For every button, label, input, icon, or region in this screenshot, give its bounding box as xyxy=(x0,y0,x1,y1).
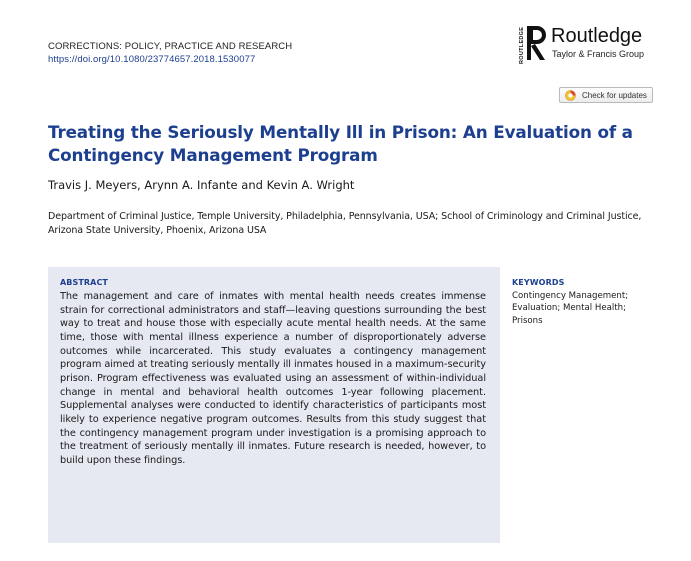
keyword-item: Contingency Management; xyxy=(512,291,629,301)
keywords-list xyxy=(512,290,662,327)
routledge-logo-icon xyxy=(515,24,547,64)
abstract-text: The management and care of inmates with mental health needs creates immense strain for correctional administrators and staff—leaving questions surrounding the best way to treat and house those with especially acute mental health needs. At the same time, those with mental illness experience a number of disproportionately adverse outcomes while incarcerated. This study evaluates a contingency management program aimed at treating seriously mentally ill inmates housed in a maximum-security prison. Program effectiveness was evaluated using an assessment of within-individual change in mental and behavioral health outcomes 1-year following placement. Supplemental analyses were conducted to identify characteristics of participants most likely to experience negative program outcomes. Results from this study suggest that the contingency management program under investigation is a promising approach to the treatment of seriously mentally ill inmates. Future research is needed, however, to build upon these findings. xyxy=(60,291,486,466)
abstract-heading: ABSTRACT xyxy=(60,278,108,287)
check-updates-icon xyxy=(565,90,576,101)
check-for-updates-button[interactable] xyxy=(559,87,653,103)
keyword-item: Prisons xyxy=(512,315,543,326)
publisher-logo xyxy=(515,24,655,68)
keywords-heading: KEYWORDS xyxy=(512,278,565,287)
keyword-item: Evaluation; Mental Health; xyxy=(512,303,626,314)
publisher-vertical-mark: ROUTLEDGE xyxy=(519,26,525,64)
doi-link[interactable]: https://doi.org/10.1080/23774657.2018.1530077 xyxy=(48,54,256,65)
author-affiliation: Department of Criminal Justice, Temple University, Philadelphia, Pennsylvania, USA; School of Criminology and Criminal Justice, Arizona State University, Phoenix, Arizona USA xyxy=(48,211,642,236)
author-list: Travis J. Meyers, Arynn A. Infante and Kevin A. Wright xyxy=(48,178,355,192)
check-updates-label: Check for updates xyxy=(582,91,647,100)
journal-name: CORRECTIONS: POLICY, PRACTICE AND RESEARCH xyxy=(48,41,293,52)
article-title: Treating the Seriously Mentally Ill in Prison: An Evaluation of a Contingency Management Program xyxy=(48,122,633,165)
publisher-group: Taylor & Francis Group xyxy=(552,49,645,59)
journal-header xyxy=(48,40,292,66)
publisher-name: Routledge xyxy=(551,25,643,47)
